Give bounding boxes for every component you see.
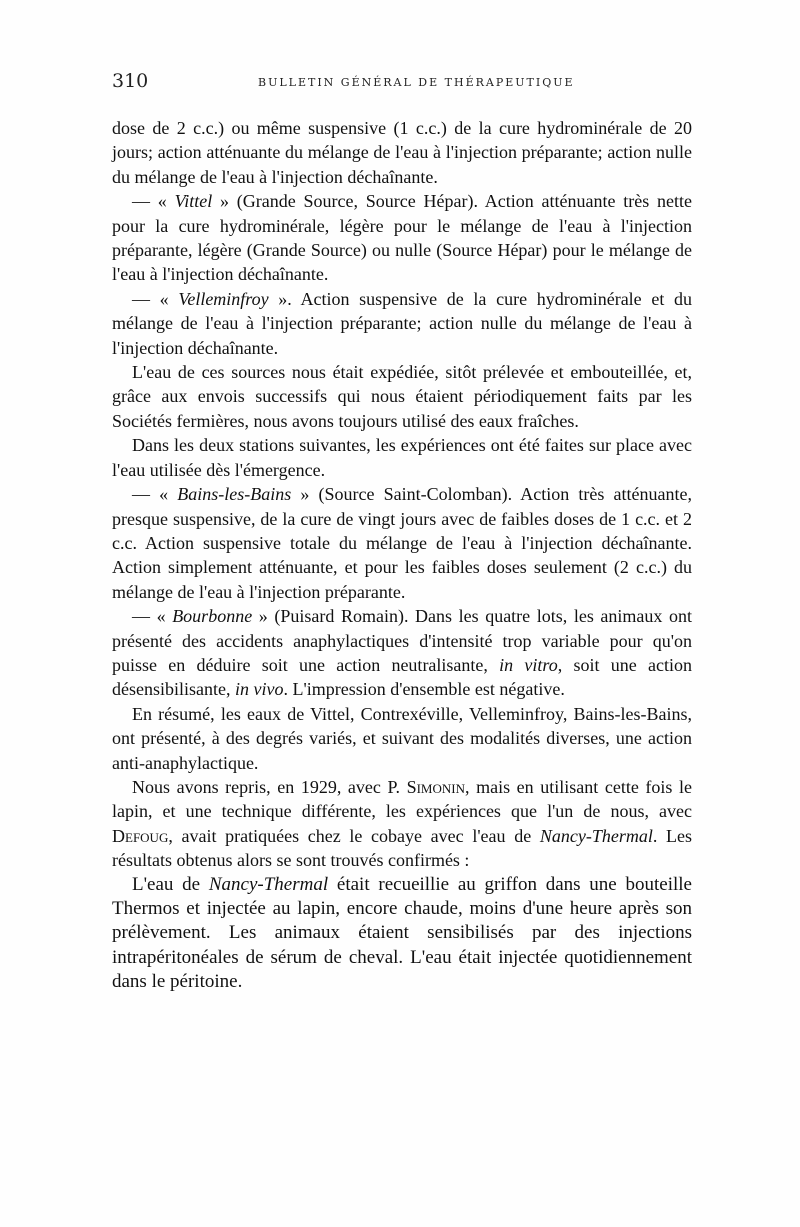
dash-quote: — « <box>132 484 178 505</box>
paragraph-text: . Les résultats obtenus alors se sont trouvés confirmés : <box>112 825 692 871</box>
paragraph-text: » (Grande Source, Source Hépar). Action atténuante très nette pour la cure hydrominérale, légère pour le mélange de l'eau à l'injection préparante, légère (Grande Source) ou nulle (Source Hépar) pour le mélange de l'eau à l'injection déchaînante. <box>112 191 693 285</box>
paragraph-text: . L'impression d'ensemble est négative. <box>283 679 565 700</box>
latin-term: in vitro <box>499 654 558 675</box>
author-name: Defoug <box>112 825 169 846</box>
spring-name: Vittel <box>174 191 213 212</box>
paragraph-text: , soit une action désensibilisante, <box>112 654 692 700</box>
paragraph-text: était recueillie au griffon dans une bouteille Thermos et injectée au lapin, encore chaude, moins d'une heure après son prélèvement. Les animaux étaient sensibilisés par des injections intrapéritonéales de sérum de cheval. L'eau était injectée quotidiennement dans le péritoine. <box>112 873 692 993</box>
paragraph-summary: En résumé, les eaux de Vittel, Contrexéville, Velleminfroy, Bains-les-Bains, ont présenté, à des degrés variés, et suivant des modalités diverses, une action anti-anaphylactique. <box>112 703 692 773</box>
body-text <box>112 116 692 995</box>
paragraph-bains-les-bains <box>112 482 692 604</box>
latin-term: in vivo <box>234 679 284 700</box>
paragraph-bourbonne <box>112 604 692 702</box>
paragraph-text: L'eau de <box>132 873 209 895</box>
spring-name: Bourbonne <box>172 606 253 627</box>
page-number: 310 <box>112 70 149 92</box>
spring-name: Bains-les-Bains <box>177 484 292 505</box>
spring-name: Velleminfroy <box>178 288 269 309</box>
running-head: BULLETIN GÉNÉRAL DE THÉRAPEUTIQUE <box>258 76 575 89</box>
dash-quote: — « <box>132 288 179 309</box>
paragraph-5: Dans les deux stations suivantes, les expériences ont été faites sur place avec l'eau utilisée dès l'émergence. <box>112 435 692 480</box>
paragraph-text: ». Action suspensive de la cure hydrominérale et du mélange de l'eau à l'injection préparante; action nulle du mélange de l'eau à l'injection déchaînante. <box>112 288 692 358</box>
paragraph-1: dose de 2 c.c.) ou même suspensive (1 c.c.) de la cure hydrominérale de 20 jours; action atténuante du mélange de l'eau à l'injection préparante; action nulle du mélange de l'eau à l'injection déchaînante. <box>112 118 692 187</box>
paragraph-text: » (Source Saint-Colomban). Action très atténuante, presque suspensive, de la cure de vingt jours avec de faibles doses de 1 c.c. et 2 c.c. Action suspensive totale du mélange de l'eau à l'injection déchaînante. Action simplement atténuante, et pour les faibles doses seulement (2 c.c.) du mélange de l'eau à l'injection préparante. <box>112 484 693 602</box>
paragraph-text: Nous avons repris, en 1929, avec P. <box>132 776 407 797</box>
paragraph-velleminfroy <box>112 287 692 360</box>
paragraph-text: , mais en utilisant cette fois le lapin, et une technique différente, les expériences que l'un de nous, avec <box>112 776 692 822</box>
paragraph-vittel <box>112 189 692 287</box>
paragraph-4: L'eau de ces sources nous était expédiée, sitôt prélevée et embouteillée, et, grâce aux envois successifs qui nous étaient périodiquement faits par les Sociétés fermières, nous avons toujours utilisé des eaux fraîches. <box>112 362 692 431</box>
paragraph-nancy-thermal <box>112 873 692 995</box>
paragraph-text: , avait pratiquées chez le cobaye avec l'eau de <box>168 825 540 846</box>
dash-quote: — « <box>132 191 175 212</box>
water-name: Nancy-Thermal <box>539 825 653 846</box>
water-name: Nancy-Thermal <box>208 873 329 895</box>
dash-quote: — « <box>132 606 173 627</box>
paragraph-1929 <box>112 775 692 873</box>
page-header <box>112 70 692 100</box>
author-name: Simonin <box>406 776 465 797</box>
paragraph-text: » (Puisard Romain). Dans les quatre lots, les animaux ont présenté des accidents anaphylactiques d'intensité trop variable pour qu'on puisse en déduire soit une action neutralisante, <box>112 606 693 675</box>
